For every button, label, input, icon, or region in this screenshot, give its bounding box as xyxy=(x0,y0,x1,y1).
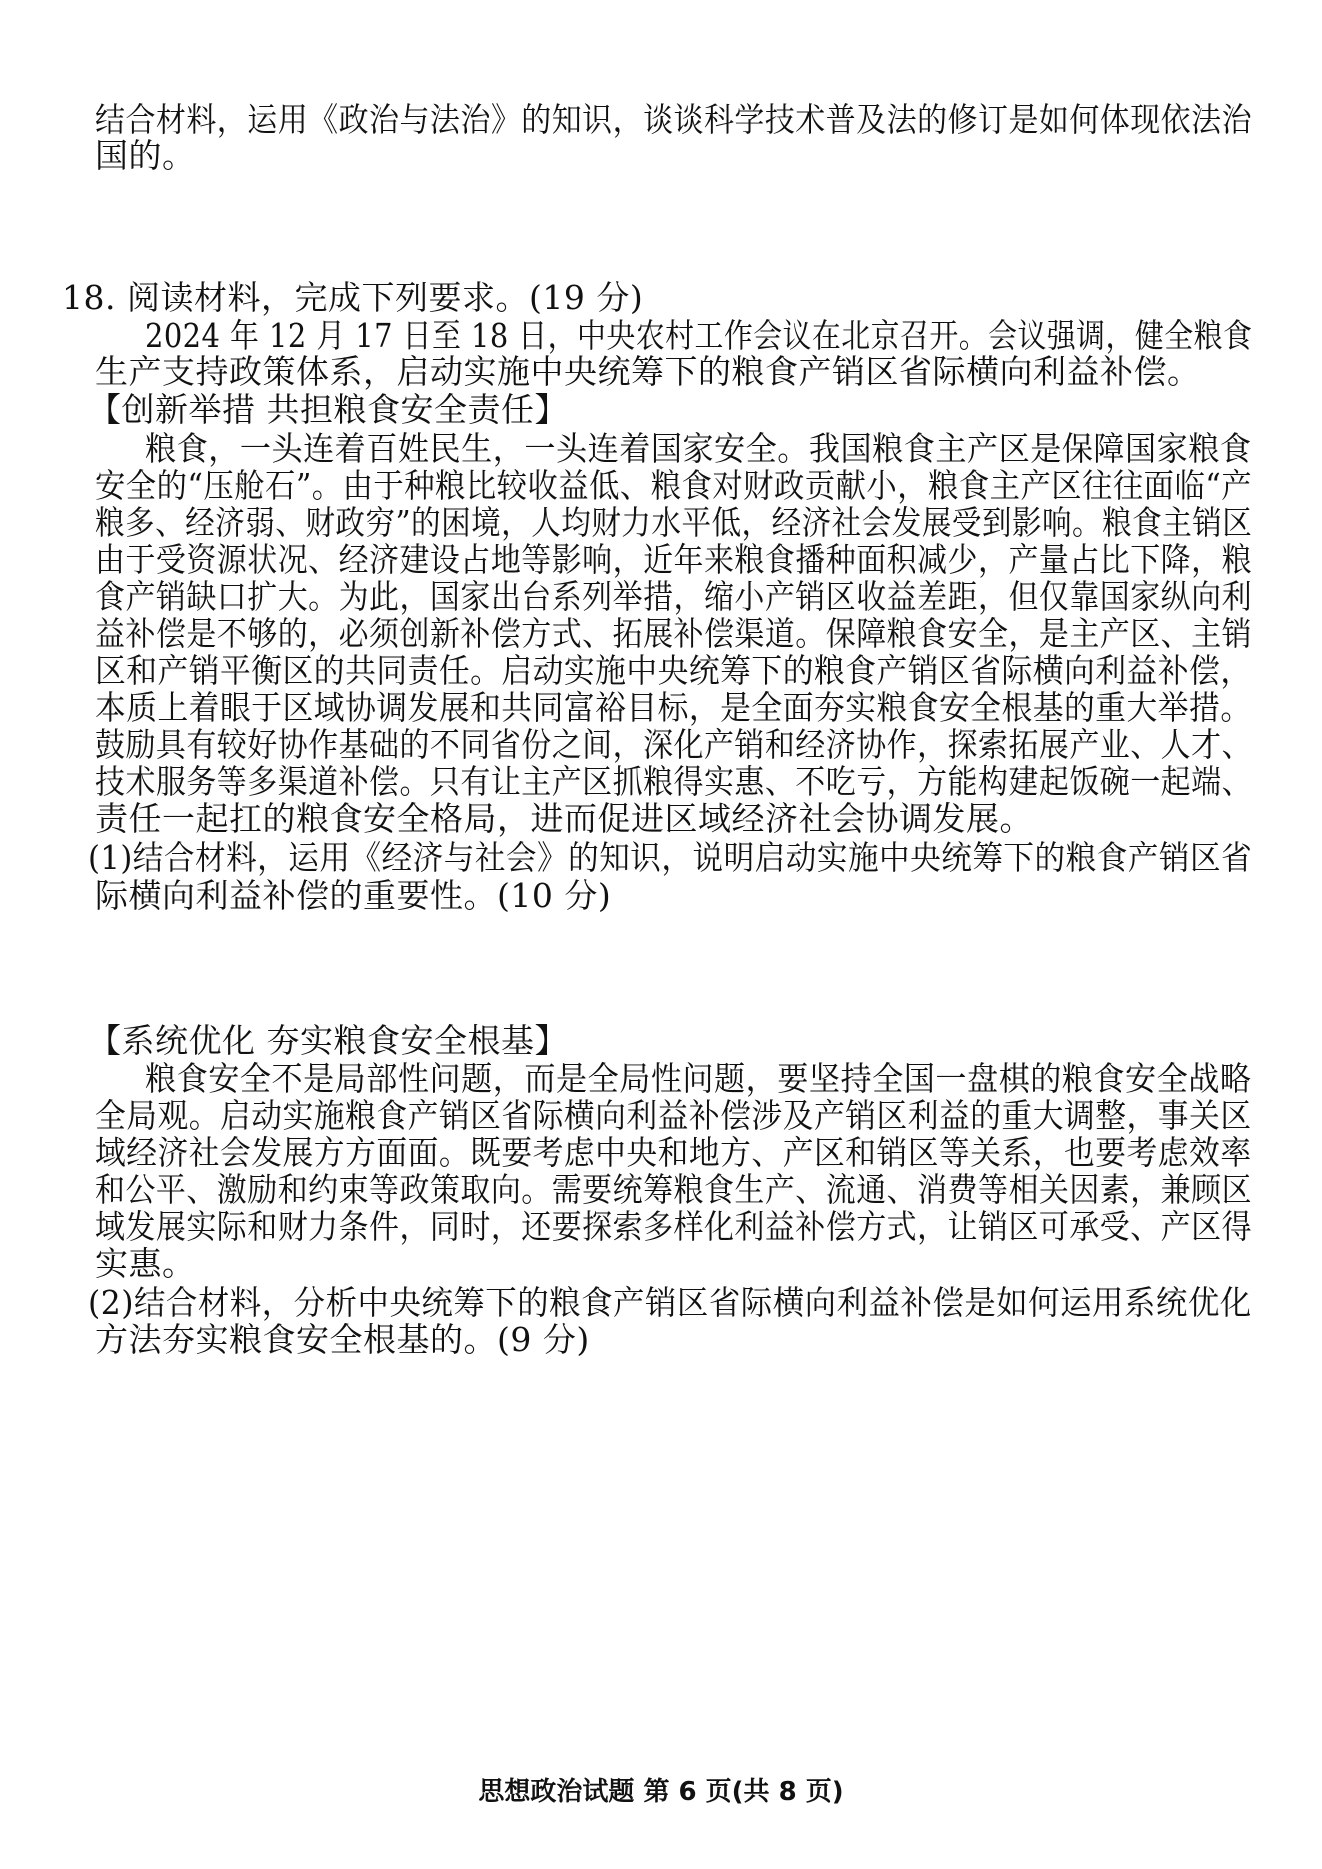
section1-paragraph-line: 鼓励具有较好协作基础的不同省份之间，深化产销和经济协作，探索拓展产业、人才、 xyxy=(95,725,1253,764)
section1-paragraph-line: 由于受资源状况、经济建设占地等影响，近年来粮食播种面积减少，产量占比下降，粮 xyxy=(95,540,1253,579)
section1-title: 【创新举措 共担粮食安全责任】 xyxy=(88,390,568,429)
section2-paragraph-line: 全局观。启动实施粮食产销区省际横向利益补偿涉及产销区利益的重大调整，事关区 xyxy=(95,1096,1252,1135)
question-2-line-2: 方法夯实粮食安全根基的。(9 分) xyxy=(95,1320,590,1359)
section2-title: 【系统优化 夯实粮食安全根基】 xyxy=(88,1021,568,1060)
q18-heading: 18. 阅读材料，完成下列要求。(19 分) xyxy=(62,278,644,317)
section1-paragraph-line: 安全的“压舱石”。由于种粮比较收益低、粮食对财政贡献小，粮食主产区往往面临“产 xyxy=(95,466,1253,505)
q18-intro-line-2: 生产支持政策体系，启动实施中央统筹下的粮食产销区省际横向利益补偿。 xyxy=(95,352,1201,391)
q18-intro-line-1: 2024 年 12 月 17 日至 18 日，中央农村工作会议在北京召开。会议强调，健全粮食 xyxy=(145,316,1253,355)
q17-question-line-2: 国的。 xyxy=(95,136,196,175)
question-1-line-2: 际横向利益补偿的重要性。(10 分) xyxy=(95,876,612,915)
section1-paragraph-line: 粮多、经济弱、财政穷”的困境，人均财力水平低，经济社会发展受到影响。粮食主销区 xyxy=(95,503,1253,542)
section1-paragraph-line: 益补偿是不够的，必须创新补偿方式、拓展补偿渠道。保障粮食安全，是主产区、主销 xyxy=(95,614,1253,653)
section1-paragraph-line: 责任一起扛的粮食安全格局，进而促进区域经济社会协调发展。 xyxy=(95,799,1033,838)
section2-paragraph-line: 域经济社会发展方方面面。既要考虑中央和地方、产区和销区等关系，也要考虑效率 xyxy=(95,1133,1252,1172)
section2-paragraph-line: 实惠。 xyxy=(95,1244,196,1283)
section1-paragraph-line: 本质上着眼于区域协调发展和共同富裕目标，是全面夯实粮食安全根基的重大举措。 xyxy=(95,688,1252,727)
section1-paragraph-line: 区和产销平衡区的共同责任。启动实施中央统筹下的粮食产销区省际横向利益补偿， xyxy=(95,651,1252,690)
question-1-line-1: (1)结合材料，运用《经济与社会》的知识，说明启动实施中央统筹下的粮食产销区省 xyxy=(88,838,1253,877)
section2-paragraph-line: 和公平、激励和约束等政策取向。需要统筹粮食生产、流通、消费等相关因素，兼顾区 xyxy=(95,1170,1253,1209)
q17-question-line-1: 结合材料，运用《政治与法治》的知识，谈谈科学技术普及法的修订是如何体现依法治 xyxy=(95,100,1253,139)
section1-paragraph-line: 粮食，一头连着百姓民生，一头连着国家安全。我国粮食主产区是保障国家粮食 xyxy=(145,429,1252,468)
section1-paragraph-line: 技术服务等多渠道补偿。只有让主产区抓粮得实惠、不吃亏，方能构建起饭碗一起端、 xyxy=(95,762,1253,801)
section1-paragraph-line: 食产销缺口扩大。为此，国家出台系列举措，缩小产销区收益差距，但仅靠国家纵向利 xyxy=(95,577,1253,616)
page-footer: 思想政治试题 第 6 页(共 8 页) xyxy=(478,1777,844,1807)
question-2-line-1: (2)结合材料，分析中央统筹下的粮食产销区省际横向利益补偿是如何运用系统优化 xyxy=(88,1283,1252,1322)
section2-paragraph-line: 粮食安全不是局部性问题，而是全局性问题，要坚持全国一盘棋的粮食安全战略 xyxy=(145,1059,1252,1098)
section2-paragraph-line: 域发展实际和财力条件，同时，还要探索多样化利益补偿方式，让销区可承受、产区得 xyxy=(95,1207,1253,1246)
